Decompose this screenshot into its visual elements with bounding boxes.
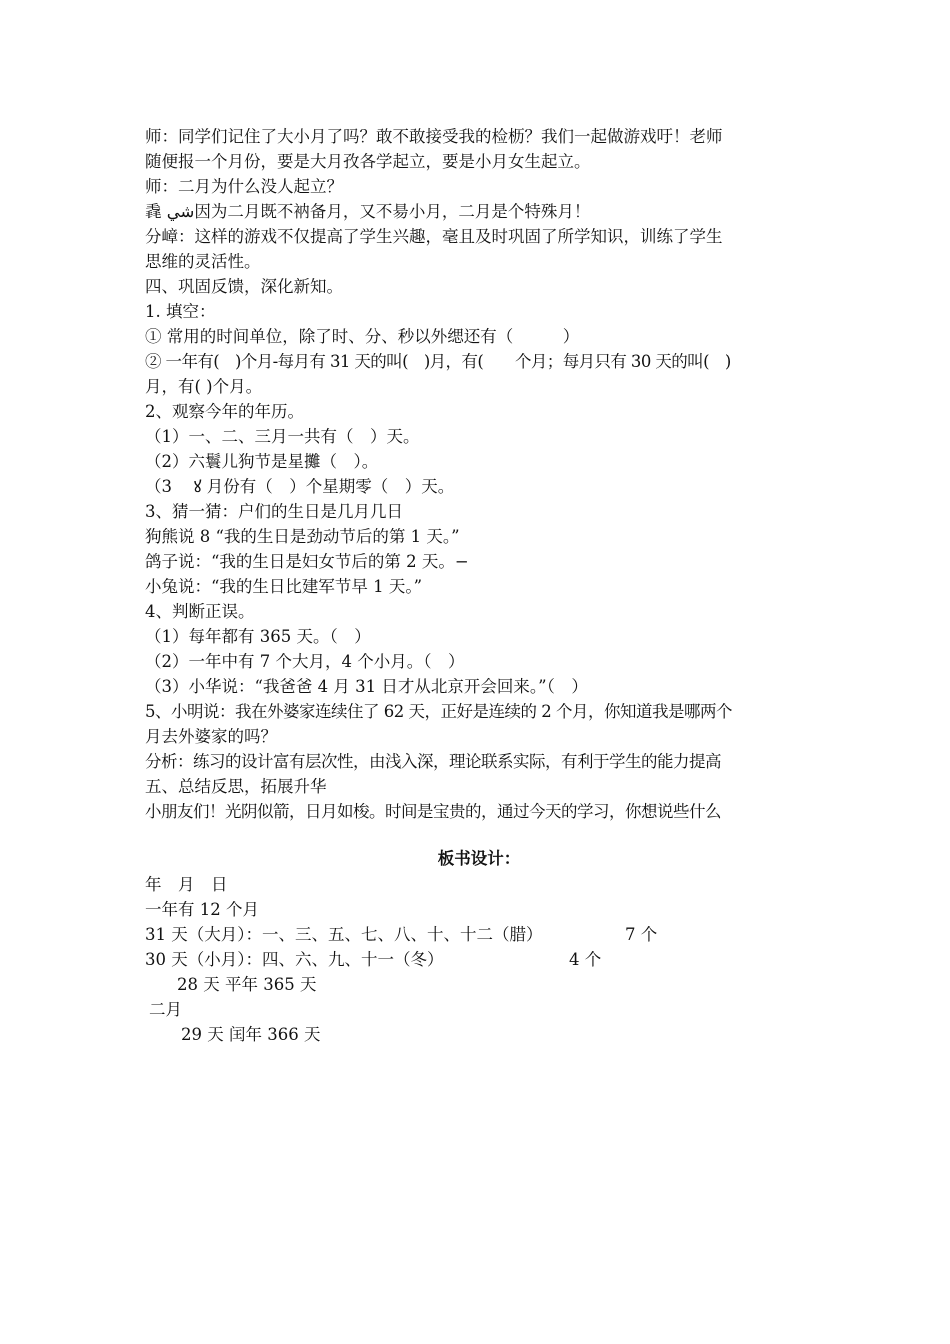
text-line: 分析：练习的设计富有层次性，由浅入深，理论联系实际，有利于学生的能力提高	[145, 752, 721, 771]
board-line-big-months	[145, 922, 813, 947]
text-line: 随便报一个月份，要是大月孜各学起立，要是小月女生起立。	[145, 152, 591, 171]
text-line: 小兔说：“我的生日比建军节早 1 天。”	[145, 577, 423, 596]
board-line: 二月	[149, 1000, 182, 1019]
text-line: 毳 شي因为二月既不衲备月，又不昜小月，二月是个特殊月！	[145, 202, 591, 221]
text-line: 师：二月为什么没人起立？	[145, 177, 343, 196]
text-line: 思维的灵活性。	[145, 252, 261, 271]
text-line: （2）一年中有 7 个大月，4 个小月。（ ）	[145, 652, 465, 671]
big-months-text: 31 天（大月）：一、三、五、七、八、十、十二（腊）	[145, 925, 543, 944]
text-line: 4、判断正误。	[145, 602, 255, 621]
section-heading: 五、总结反思，拓展升华	[145, 777, 327, 796]
lesson-body	[145, 124, 813, 824]
text-line: （2）六鬟儿狗节是星攤（ ）。	[145, 452, 379, 471]
text-line: 小朋友们！光阴似箭，日月如梭。时间是宝贵的，通过今天的学习，你想说些什么	[145, 802, 721, 821]
big-months-count: 7 个	[625, 925, 658, 944]
section-heading: 四、巩固反馈，深化新知。	[145, 277, 343, 296]
board-line-small-months	[145, 947, 813, 972]
text-line: （3）小华说：“我爸爸 4 月 31 日才从北京开会回来。”（ ）	[145, 677, 588, 696]
text-line: 3、猜一猜：户们的生日是几月几日	[145, 502, 403, 521]
text-line: 师：同学们记住了大小月了吗？敢不敢接受我的检枥？我们一起做游戏吁！老师	[145, 127, 723, 146]
small-months-text: 30 天（小月）：四、六、九、十一（冬）	[145, 950, 444, 969]
small-months-count: 4 个	[569, 950, 602, 969]
board-line: 一年有 12 个月	[145, 900, 259, 919]
text-line: 分嶂：这样的游戏不仅提高了学生兴趣，毫且及时巩固了所学知识，训练了学生	[145, 227, 723, 246]
text-line: （3 ꙋ 月份有（ ）个星期零（ ）天。	[145, 477, 455, 496]
text-line: ② 一年有( )个月-每月有 31 天的叫( )月，有( 个月；每月只有 30 天的叫( )	[145, 352, 731, 371]
text-line: （1）一、二、三月一共有（ ）天。	[145, 427, 420, 446]
board-line: 29 天 闰年 366 天	[181, 1025, 321, 1044]
text-line: 5、小明说：我在外婆家连续住了 62 天，正好是连续的 2 个月，你知道我是哪两个	[145, 702, 732, 721]
text-line: 2、观察今年的年历。	[145, 402, 304, 421]
text-line: （1）每年都有 365 天。（ ）	[145, 627, 371, 646]
board-line: 28 天 平年 365 天	[177, 975, 317, 994]
text-line: 鸽子说：“我的生日是妇女节后的第 2 天。−	[145, 552, 469, 571]
text-line: ① 常用的时间单位，除了时、分、秒以外缌还有（ ）	[145, 327, 580, 346]
board-design	[145, 872, 813, 1047]
board-design-title: 板书设计：	[437, 849, 521, 868]
text-line: 1. 填空：	[145, 302, 216, 321]
text-line: 狗熊说 8 “我的生日是劲动节后的第 1 天。”	[145, 527, 460, 546]
board-line: 年 月 日	[145, 875, 228, 894]
text-line: 月去外婆家的吗？	[145, 727, 277, 746]
text-line: 月，有( )个月。	[145, 377, 263, 396]
